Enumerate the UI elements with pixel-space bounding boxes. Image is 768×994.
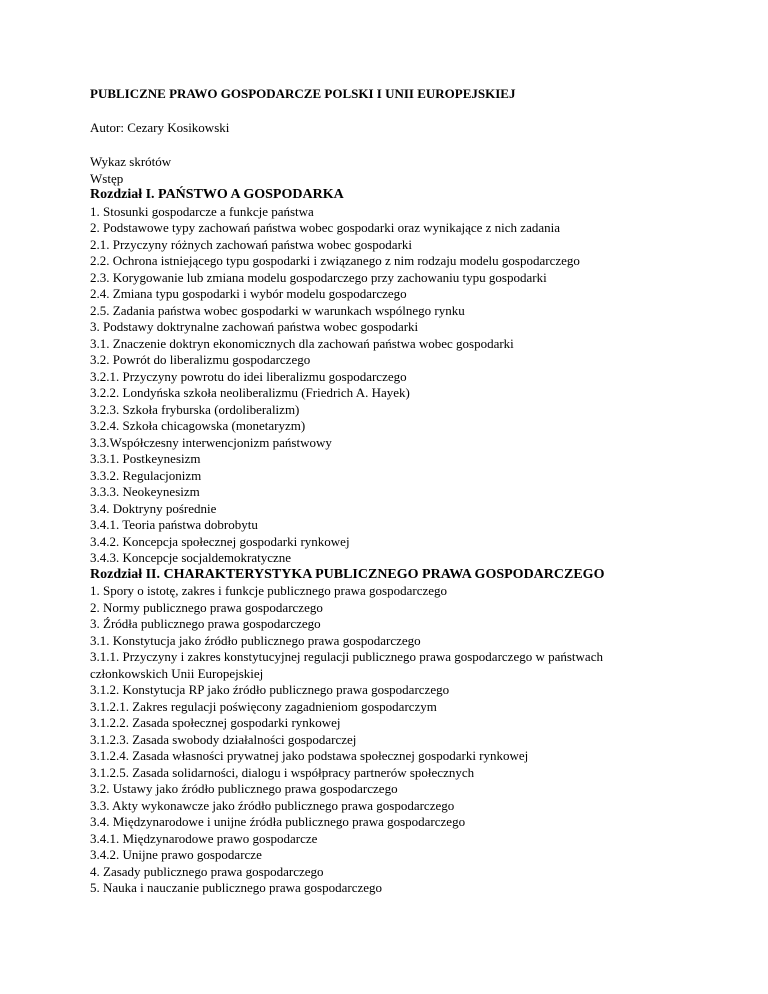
- toc-entry: 2. Podstawowe typy zachowań państwa wobec gospodarki oraz wynikające z nich zadania: [90, 220, 560, 235]
- toc-entry: 3.1.1. Przyczyny i zakres konstytucyjnej regulacji publicznego prawa gospodarczego w państwach członkowskich Unii Europejskiej: [90, 649, 603, 681]
- toc-entry: 3.1.2.2. Zasada społecznej gospodarki rynkowej: [90, 715, 341, 730]
- toc-entry: 3.3.Współczesny interwencjonizm państwowy: [90, 434, 332, 450]
- toc-entry: 1. Stosunki gospodarcze a funkcje państwa: [90, 203, 314, 219]
- toc-entry: 2.3. Korygowanie lub zmiana modelu gospodarczego przy zachowaniu typu gospodarki: [90, 269, 547, 285]
- toc-entry: 3.4.1. Międzynarodowe prawo gospodarcze: [90, 830, 318, 846]
- toc-entry: 3. Źródła publicznego prawa gospodarczego: [90, 616, 321, 631]
- toc-entry: 3.3. Akty wykonawcze jako źródło publicznego prawa gospodarczego: [90, 797, 455, 813]
- toc-entry: 4. Zasady publicznego prawa gospodarczego: [90, 863, 324, 879]
- toc-entry: 1. Spory o istotę, zakres i funkcje publicznego prawa gospodarczego: [90, 583, 448, 598]
- document-author: Autor: Cezary Kosikowski: [90, 120, 230, 135]
- document-page: [90, 86, 760, 897]
- toc-entry: 3.4.2. Unijne prawo gospodarcze: [90, 847, 262, 862]
- toc-chapter-heading: Rozdział I. PAŃSTWO A GOSPODARKA: [90, 187, 344, 202]
- document-title: PUBLICZNE PRAWO GOSPODARCZE POLSKI I UNII EUROPEJSKIEJ: [90, 86, 516, 101]
- toc-entry: 3.1. Konstytucja jako źródło publicznego prawa gospodarczego: [90, 632, 421, 648]
- toc-entry: 3.1. Znaczenie doktryn ekonomicznych dla zachowań państwa wobec gospodarki: [90, 335, 514, 351]
- toc-entry: 3.4.1. Teoria państwa dobrobytu: [90, 517, 258, 532]
- toc-entry: 3.4.2. Koncepcja społecznej gospodarki rynkowej: [90, 533, 350, 549]
- toc-entry: 3.1.2.4. Zasada własności prywatnej jako podstawa społecznej gospodarki rynkowej: [90, 748, 529, 763]
- toc-entry: 3.2. Ustawy jako źródło publicznego prawa gospodarczego: [90, 781, 398, 796]
- toc-entry: 3.2.2. Londyńska szkoła neoliberalizmu (Friedrich A. Hayek): [90, 385, 410, 400]
- toc-entry: 3.2.4. Szkoła chicagowska (monetaryzm): [90, 418, 306, 433]
- toc-entry: Wstęp: [90, 170, 124, 186]
- toc-entry: 2.1. Przyczyny różnych zachowań państwa wobec gospodarki: [90, 236, 413, 252]
- toc-entry: 3.3.1. Postkeynesizm: [90, 451, 201, 466]
- toc-entry: 3. Podstawy doktrynalne zachowań państwa wobec gospodarki: [90, 319, 419, 334]
- toc-entry: 3.2.3. Szkoła fryburska (ordoliberalizm): [90, 401, 300, 417]
- toc-entry: 3.1.2. Konstytucja RP jako źródło publicznego prawa gospodarczego: [90, 682, 450, 697]
- toc-entry: 2.4. Zmiana typu gospodarki i wybór modelu gospodarczego: [90, 286, 407, 301]
- toc-entry: 3.2. Powrót do liberalizmu gospodarczego: [90, 352, 311, 367]
- toc-entry: 3.3.2. Regulacjonizm: [90, 467, 202, 483]
- toc-entry: 3.4. Doktryny pośrednie: [90, 500, 217, 516]
- toc-entry: 2.2. Ochrona istniejącego typu gospodarki i związanego z nim rodzaju modelu gospodarczego: [90, 253, 580, 268]
- toc-entry: 2. Normy publicznego prawa gospodarczego: [90, 599, 323, 615]
- table-of-contents: [90, 154, 760, 897]
- toc-entry: 3.1.2.3. Zasada swobody działalności gospodarczej: [90, 731, 357, 747]
- toc-entry: 3.4. Międzynarodowe i unijne źródła publicznego prawa gospodarczego: [90, 814, 466, 829]
- toc-entry: 5. Nauka i nauczanie publicznego prawa gospodarczego: [90, 880, 383, 895]
- toc-entry: 3.1.2.1. Zakres regulacji poświęcony zagadnieniom gospodarczym: [90, 698, 437, 714]
- toc-chapter-heading: Rozdział II. CHARAKTERYSTYKA PUBLICZNEGO PRAWA GOSPODARCZEGO: [90, 566, 605, 582]
- toc-entry: 3.4.3. Koncepcje socjaldemokratyczne: [90, 550, 292, 565]
- toc-entry: 2.5. Zadania państwa wobec gospodarki w warunkach wspólnego rynku: [90, 302, 465, 318]
- toc-entry: 3.3.3. Neokeynesizm: [90, 484, 200, 499]
- toc-entry: 3.1.2.5. Zasada solidarności, dialogu i współpracy partnerów społecznych: [90, 764, 475, 780]
- toc-entry: Wykaz skrótów: [90, 154, 172, 169]
- toc-entry: 3.2.1. Przyczyny powrotu do idei liberalizmu gospodarczego: [90, 368, 407, 384]
